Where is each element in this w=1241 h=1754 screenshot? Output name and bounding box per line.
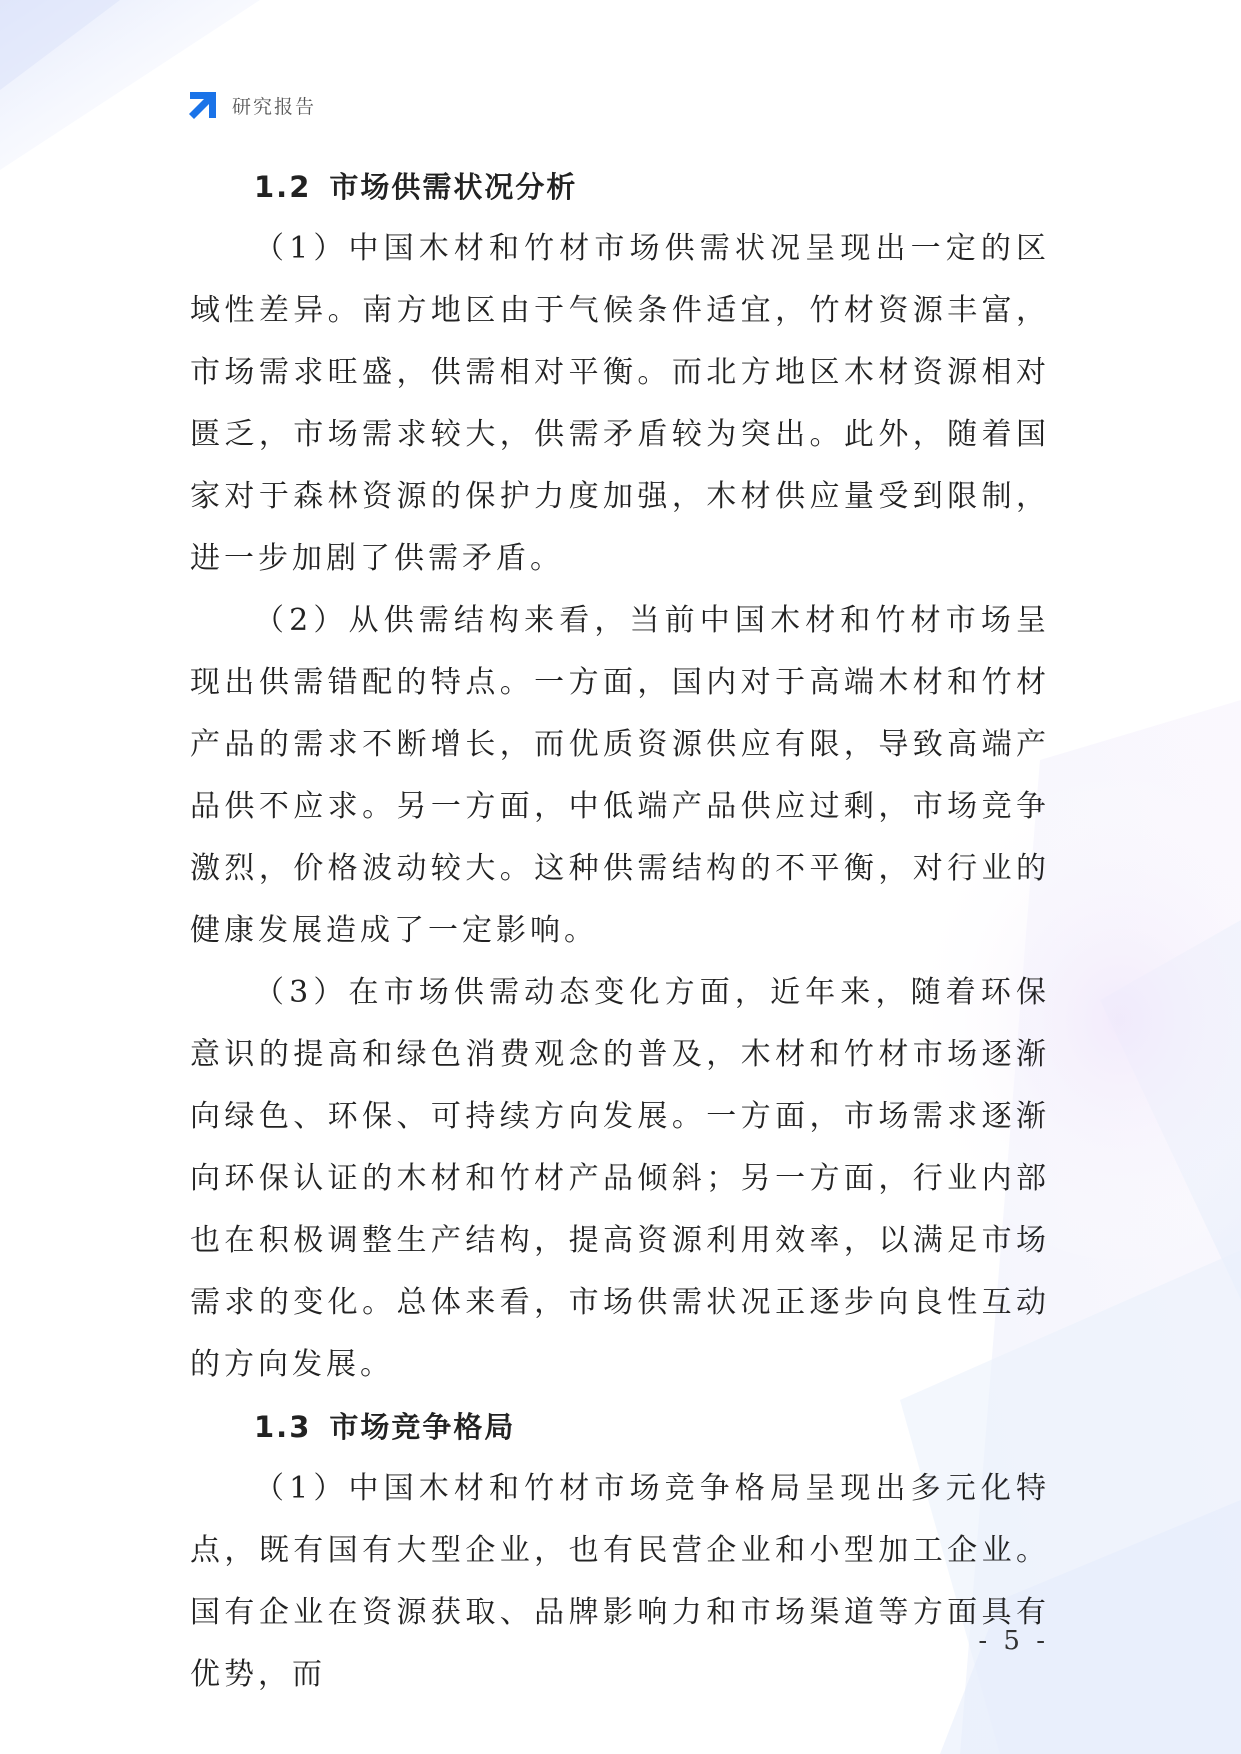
- section-heading-1-2: [190, 156, 1050, 218]
- document-body: [190, 156, 1050, 1706]
- arrow-logo-icon: [186, 88, 220, 122]
- section-title: 市场竞争格局: [329, 1410, 516, 1444]
- section-number: 1.3: [254, 1410, 312, 1444]
- paragraph: （1）中国木材和竹材市场供需状况呈现出一定的区域性差异。南方地区由于气候条件适宜，竹材资源丰富，市场需求旺盛，供需相对平衡。而北方地区木材资源相对匮乏，市场需求较大，供需矛盾较为突出。此外，随着国家对于森林资源的保护力度加强，木材供应量受到限制，进一步加剧了供需矛盾。: [190, 231, 1050, 576]
- section-number: 1.2: [254, 170, 312, 204]
- page-number: - 5 -: [978, 1626, 1049, 1656]
- paragraph: （2）从供需结构来看，当前中国木材和竹材市场呈现出供需错配的特点。一方面，国内对于高端木材和竹材产品的需求不断增长，而优质资源供应有限，导致高端产品供不应求。另一方面，中低端产品供应过剩，市场竞争激烈，价格波动较大。这种供需结构的不平衡，对行业的健康发展造成了一定影响。: [190, 603, 1050, 948]
- paragraph: （1）中国木材和竹材市场竞争格局呈现出多元化特点，既有国有大型企业，也有民营企业和小型加工企业。国有企业在资源获取、品牌影响力和市场渠道等方面具有优势，而: [190, 1471, 1050, 1692]
- paragraph: （3）在市场供需动态变化方面，近年来，随着环保意识的提高和绿色消费观念的普及，木材和竹材市场逐渐向绿色、环保、可持续方向发展。一方面，市场需求逐渐向环保认证的木材和竹材产品倾斜；另一方面，行业内部也在积极调整生产结构，提高资源利用效率，以满足市场需求的变化。总体来看，市场供需状况正逐步向良性互动的方向发展。: [190, 975, 1050, 1382]
- section-heading-1-3: [190, 1396, 1050, 1458]
- header-label: 研究报告: [232, 95, 317, 118]
- report-header: [186, 88, 316, 122]
- section-title: 市场供需状况分析: [329, 170, 578, 204]
